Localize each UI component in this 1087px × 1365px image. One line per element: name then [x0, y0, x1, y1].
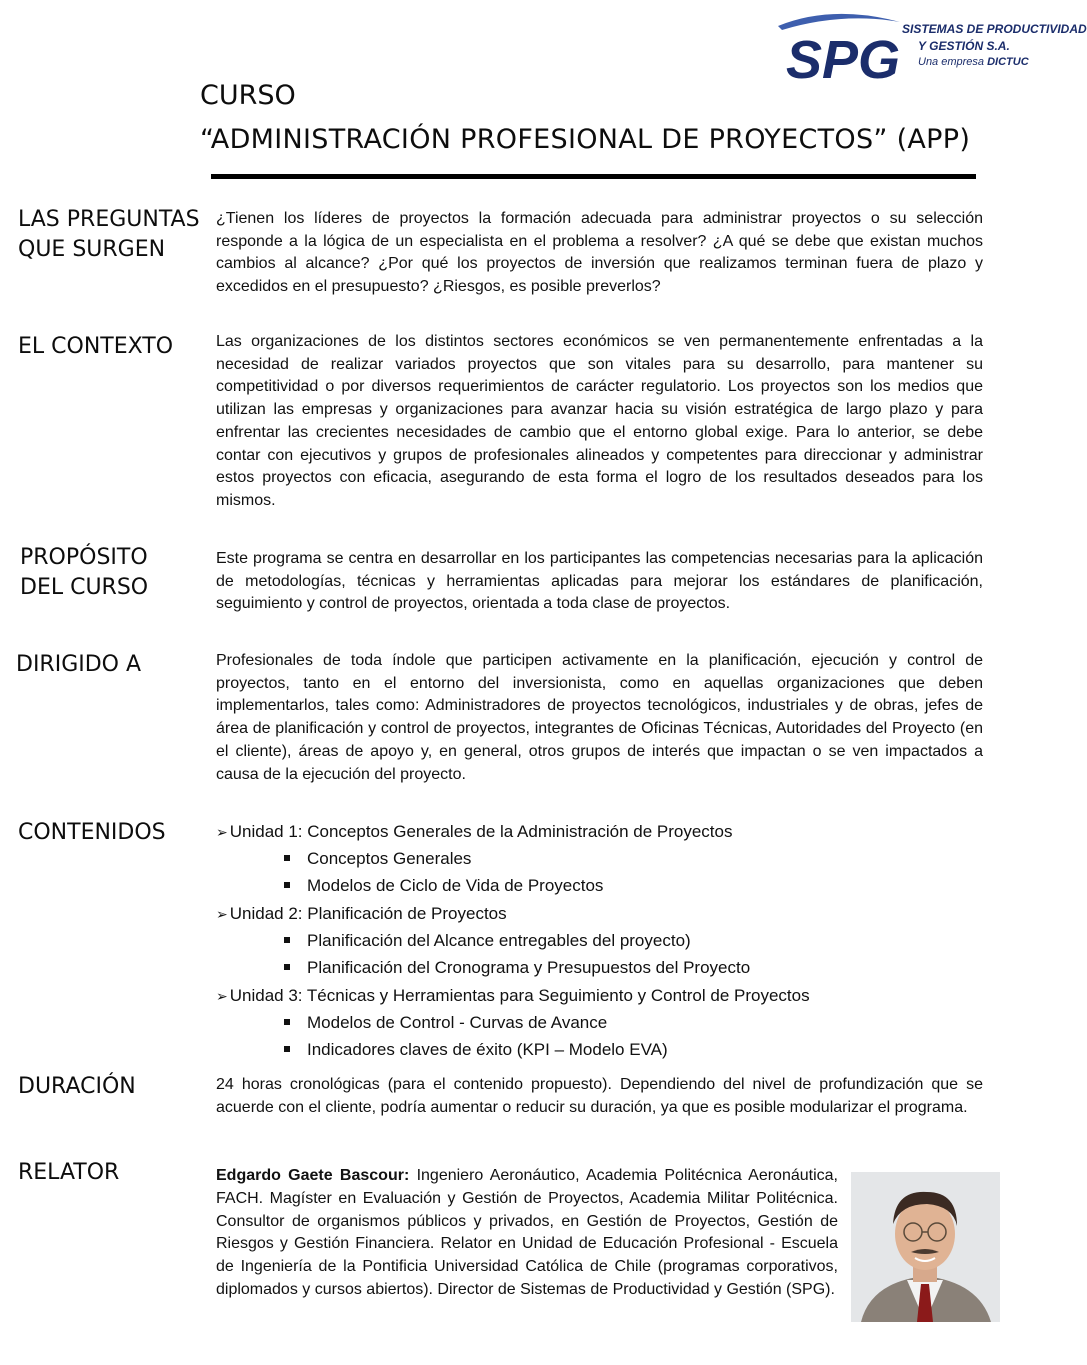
spg-swoosh-icon	[772, 8, 902, 88]
section-text-contexto: Las organizaciones de los distintos sectores económicos se ven permanentemente enfrentadas a la necesidad de realizar variados proyectos que son vitales para su desarrollo, para mantener su competitividad o por diversos requerimientos de carácter regulatorio. Los proyectos son los medios que utilizan las empresas y organizaciones para avanzar hacia su visión estratégica de largo plazo y para enfrentar las crecientes necesidades de cambio que el entorno global exige. Para lo anterior, se debe contar con ejecutivos y grupos de profesionales alineados y competentes para direccionar y administrar estos proyectos con eficacia, asegurando de esta forma el logro de los resultados deseados para los mismos.	[216, 333, 983, 509]
title-divider	[211, 174, 976, 179]
unit-item: ➢ Unidad 3: Técnicas y Herramientas para Seguimiento y Control de Proyectos	[216, 986, 810, 1005]
square-bullet-icon	[284, 882, 290, 888]
spg-logo	[772, 8, 1087, 90]
list-item: Planificación del Alcance entregables del proyecto)	[284, 931, 691, 951]
list-item: Conceptos Generales	[284, 849, 471, 869]
portrait-image	[851, 1172, 1000, 1322]
list-item: Modelos de Ciclo de Vida de Proyectos	[284, 876, 603, 896]
section-label-relator: RELATOR	[18, 1160, 120, 1185]
section-label-dirigido: DIRIGIDO A	[16, 652, 142, 677]
square-bullet-icon	[284, 964, 290, 970]
square-bullet-icon	[284, 1046, 290, 1052]
logo-mark: SPG	[786, 30, 901, 90]
section-text-relator: Edgardo Gaete Bascour: Ingeniero Aeronáutico, Academia Politécnica Aeronáutica, FACH. Magíster en Evaluación y Gestión de Proyectos, Academia Militar Politécnica. Consultor de organismos públicos y privados, en Gestión de Proyectos, Gestión de Riesgos y Gestión Financiera. Relator en Unidad de Educación Profesional - Escuela de Ingeniería de la Pontificia Universidad Católica de Chile (programas corporativos, diplomados y cursos abiertos). Director de Sistemas de Productividad y Gestión (SPG).	[216, 1167, 838, 1298]
list-item: Planificación del Cronograma y Presupuestos del Proyecto	[284, 958, 750, 978]
arrow-bullet-icon: ➢	[216, 906, 228, 922]
unit-item: ➢ Unidad 2: Planificación de Proyectos	[216, 904, 507, 923]
arrow-bullet-icon: ➢	[216, 988, 228, 1004]
square-bullet-icon	[284, 855, 290, 861]
square-bullet-icon	[284, 1019, 290, 1025]
square-bullet-icon	[284, 937, 290, 943]
section-label-proposito: PROPÓSITO DEL CURSO	[20, 545, 149, 600]
course-label: CURSO	[200, 80, 296, 111]
relator-photo	[851, 1172, 1000, 1322]
course-title: “ADMINISTRACIÓN PROFESIONAL DE PROYECTOS” (APP)	[200, 124, 971, 155]
section-label-preguntas: LAS PREGUNTAS QUE SURGEN	[18, 207, 200, 262]
logo-line2: Y GESTIÓN S.A.	[918, 39, 1010, 53]
list-item: Modelos de Control - Curvas de Avance	[284, 1013, 607, 1033]
section-label-contexto: EL CONTEXTO	[18, 334, 174, 359]
section-text-proposito: Este programa se centra en desarrollar en los participantes las competencias necesarias para la aplicación de metodologías, técnicas y herramientas aplicadas para mejorar los estándares de planificación, seguimiento y control de proyectos, orientada a toda clase de proyectos.	[216, 550, 983, 613]
logo-line1: SISTEMAS DE PRODUCTIVIDAD	[902, 22, 1087, 36]
section-label-contenidos: CONTENIDOS	[18, 820, 166, 845]
unit-item: ➢ Unidad 1: Conceptos Generales de la Administración de Proyectos	[216, 822, 733, 841]
section-text-dirigido: Profesionales de toda índole que participen activamente en la planificación, ejecución y control de proyectos, tanto en el entorno del inversionista, como en aquellas organizaciones que deben implementarlos, tales como: Administradores de proyectos tecnológicos, industriales y de obras, jefes de área de planificación y control de proyectos, integrantes de Oficinas Técnicas, Autoridades del Proyecto (en el cliente), áreas de apoyo y, en general, otros grupos de interés que impactan o se ven impactados a causa de la ejecución del proyecto.	[216, 652, 983, 783]
section-text-duracion: 24 horas cronológicas (para el contenido propuesto). Dependiendo del nivel de profundización que se acuerde con el cliente, podría aumentar o reducir su duración, ya que es posible modularizar el programa.	[216, 1076, 983, 1116]
arrow-bullet-icon: ➢	[216, 824, 228, 840]
logo-line3: Una empresa DICTUC	[918, 56, 1029, 68]
section-text-preguntas: ¿Tienen los líderes de proyectos la formación adecuada para administrar proyectos o su selección responde a la lógica de un especialista en el problema a resolver? ¿A qué se debe que existan muchos cambios al alcance? ¿Por qué los proyectos de inversión que realizamos terminan fuera de plazo y excedidos en el presupuesto? ¿Riesgos, es posible preverlos?	[216, 210, 983, 296]
list-item: Indicadores claves de éxito (KPI – Modelo EVA)	[284, 1040, 668, 1060]
section-label-duracion: DURACIÓN	[18, 1074, 136, 1099]
relator-name: Edgardo Gaete Bascour:	[216, 1167, 410, 1184]
